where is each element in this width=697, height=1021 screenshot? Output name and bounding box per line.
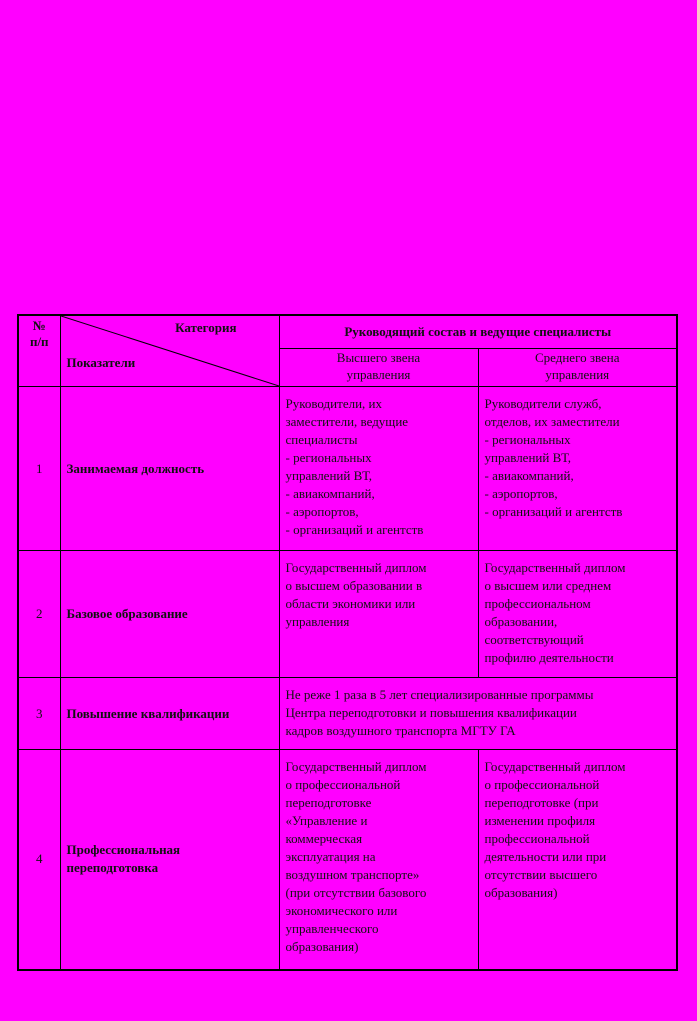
row-number: 2 <box>18 551 60 678</box>
cell-line: Государственный диплом <box>285 759 427 774</box>
row-number: 1 <box>18 387 60 551</box>
cell-line: - региональных <box>484 432 571 447</box>
cell-line: кадров воздушного транспорта МГТУ ГА <box>285 723 516 738</box>
cell-line: деятельности или при <box>484 849 607 864</box>
cell-line: образовании, <box>484 614 558 629</box>
row-high-cell <box>279 387 478 551</box>
cell-line: управлений ВТ, <box>285 468 372 483</box>
cell-line: - аэропортов, <box>484 486 558 501</box>
qualification-table <box>17 314 678 971</box>
cell-line: Государственный диплом <box>484 560 626 575</box>
row-indicator: Базовое образование <box>60 551 279 678</box>
cell-line: Центра переподготовки и повышения квалификации <box>285 705 577 720</box>
indicator-line: переподготовка <box>66 860 159 876</box>
cell-line: управленческого <box>285 921 379 936</box>
table-row <box>18 387 677 551</box>
cell-line: Государственный диплом <box>285 560 427 575</box>
row-high-cell <box>279 551 478 678</box>
col-header-mid <box>478 349 677 387</box>
table-row <box>18 750 677 970</box>
cell-line: коммерческая <box>285 831 363 846</box>
cell-line: управления <box>285 614 350 629</box>
row-indicator <box>60 750 279 970</box>
category-label: Категория <box>175 320 237 335</box>
cell-line: «Управление и <box>285 813 368 828</box>
cell-line: профилю деятельности <box>484 650 614 665</box>
row-mid-cell <box>478 750 677 970</box>
table-row <box>18 678 677 750</box>
cell-line: Руководители, их <box>285 396 382 411</box>
col-header-high <box>279 349 478 387</box>
cell-line: отделов, их заместители <box>484 414 620 429</box>
cell-line: - организаций и агентств <box>285 522 424 537</box>
cell-line: - авиакомпаний, <box>285 486 375 501</box>
col-header-mid-line1: Среднего звена <box>534 350 620 366</box>
cell-line: переподготовке <box>285 795 372 810</box>
table-row <box>18 551 677 678</box>
col-header-high-line1: Высшего звена <box>336 350 421 366</box>
num-header-line1: № <box>32 318 46 333</box>
header-row-1 <box>18 315 677 349</box>
diagonal-line <box>61 316 279 386</box>
cell-line: отсутствии высшего <box>484 867 598 882</box>
row-number: 3 <box>18 678 60 750</box>
num-header-cell <box>18 315 60 387</box>
cell-line: Руководители служб, <box>484 396 602 411</box>
num-header-line2: п/п <box>29 334 49 349</box>
cell-line: образования) <box>285 939 359 954</box>
cell-line: области экономики или <box>285 596 416 611</box>
row-mid-cell <box>478 551 677 678</box>
cell-line: о высшем образовании в <box>285 578 423 593</box>
cell-line: экономического или <box>285 903 398 918</box>
cell-line: - региональных <box>285 450 372 465</box>
cell-line: профессиональной <box>484 831 590 846</box>
cell-line: воздушном транспорте» <box>285 867 420 882</box>
cell-line: о профессиональной <box>484 777 600 792</box>
cell-line: о профессиональной <box>285 777 401 792</box>
row-indicator: Занимаемая должность <box>60 387 279 551</box>
cell-line: соответствующий <box>484 632 584 647</box>
diagonal-header-cell <box>60 315 279 387</box>
cell-line: - аэропортов, <box>285 504 359 519</box>
cell-line: образования) <box>484 885 558 900</box>
cell-line: заместители, ведущие <box>285 414 409 429</box>
cell-line: управлений ВТ, <box>484 450 571 465</box>
cell-line: (при отсутствии базового <box>285 885 427 900</box>
cell-line: изменении профиля <box>484 813 596 828</box>
col-header-high-line2: управления <box>346 367 411 383</box>
row-mid-cell <box>478 387 677 551</box>
cell-line: переподготовке (при <box>484 795 599 810</box>
row-high-cell <box>279 750 478 970</box>
cell-line: специалисты <box>285 432 358 447</box>
cell-line: - организаций и агентств <box>484 504 623 519</box>
cell-line: профессиональном <box>484 596 591 611</box>
cell-line: - авиакомпаний, <box>484 468 574 483</box>
cell-line: эксплуатация на <box>285 849 376 864</box>
row-indicator: Повышение квалификации <box>60 678 279 750</box>
cell-line: Государственный диплом <box>484 759 626 774</box>
row-merged-cell <box>279 678 677 750</box>
indicator-line: Профессиональная <box>66 842 181 858</box>
cell-line: о высшем или среднем <box>484 578 612 593</box>
col-header-mid-line2: управления <box>545 367 610 383</box>
group-header: Руководящий состав и ведущие специалисты <box>279 315 677 349</box>
indicators-label: Показатели <box>66 355 136 370</box>
cell-line: Не реже 1 раза в 5 лет специализированные программы <box>285 687 594 702</box>
row-number: 4 <box>18 750 60 970</box>
